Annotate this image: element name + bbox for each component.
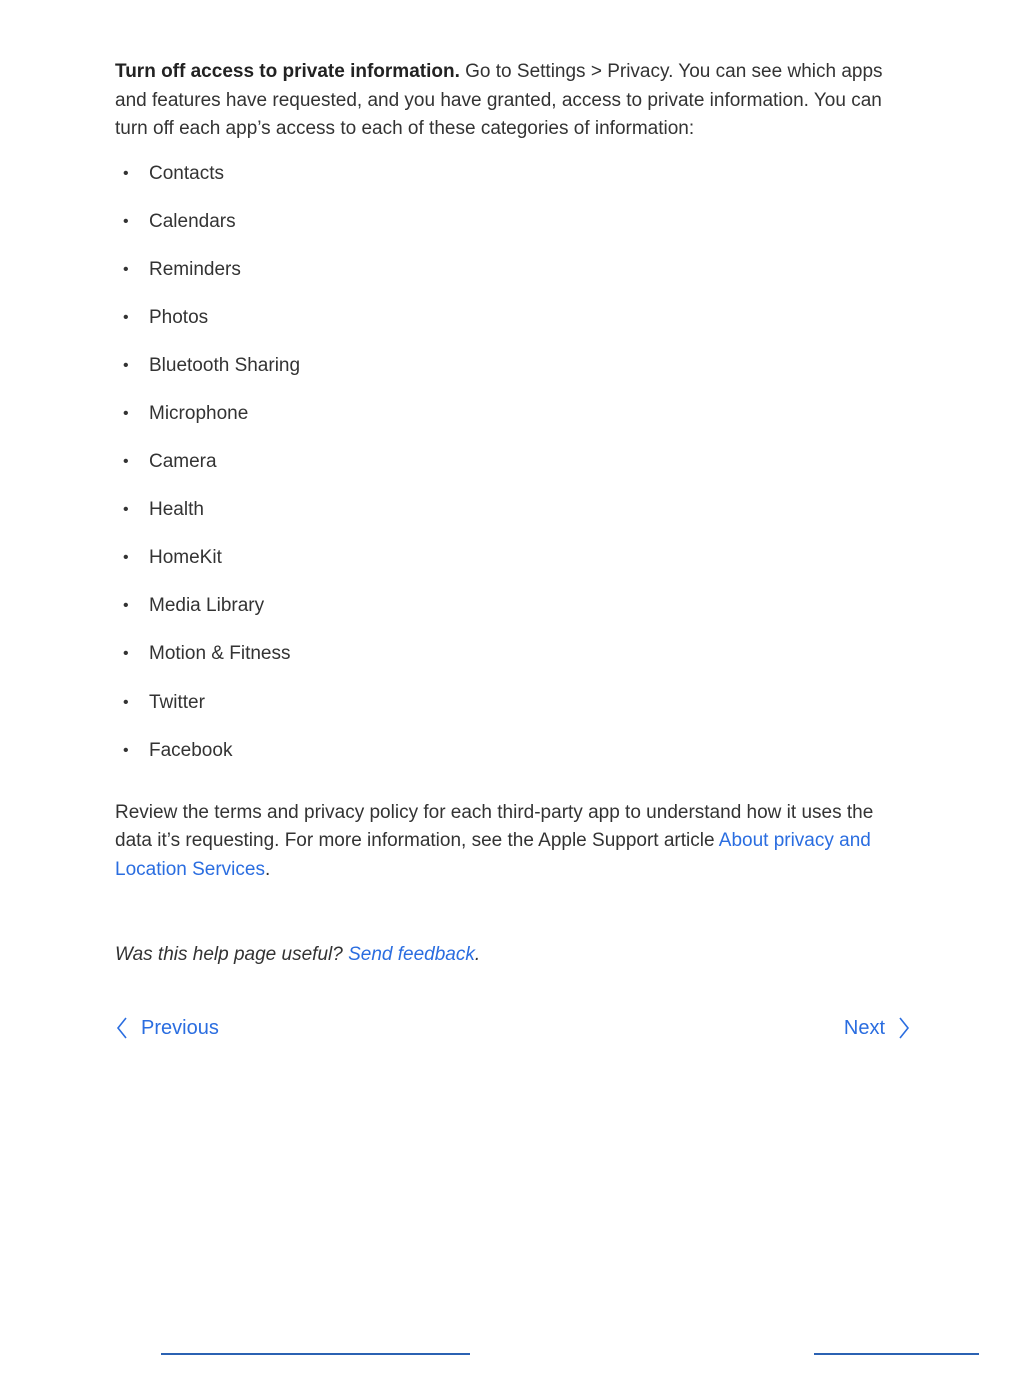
footer-divider-left	[161, 1353, 470, 1355]
previous-button[interactable]	[115, 1016, 219, 1040]
bullet-icon: •	[123, 212, 129, 230]
bullet-icon: •	[123, 645, 129, 663]
list-item	[115, 500, 915, 548]
list-item-label: Bluetooth Sharing	[149, 354, 301, 376]
list-item	[115, 548, 915, 596]
bullet-icon: •	[123, 164, 129, 182]
feedback-end: .	[474, 944, 481, 966]
list-item	[115, 308, 915, 356]
help-content	[115, 58, 915, 970]
intro-text: Go to Settings > Privacy. You can see which apps and features have requested, and you have granted, access to private information. You can turn off each app’s access to each of these categories of information:	[115, 61, 883, 139]
bullet-icon: •	[123, 549, 129, 567]
bullet-icon: •	[123, 404, 129, 422]
send-feedback-link[interactable]: Send feedback	[348, 944, 475, 966]
review-text: Review the terms and privacy policy for each third-party app to understand how it uses the data it’s requesting. For more information, see the Apple Support article	[115, 801, 874, 852]
list-item-label: Reminders	[149, 258, 241, 280]
list-item-label: Photos	[149, 306, 209, 328]
list-item-label: HomeKit	[149, 547, 222, 569]
chevron-right-icon	[897, 1016, 911, 1040]
feedback-question: Was this help page useful?	[115, 944, 349, 966]
feedback-line	[115, 941, 915, 970]
list-item	[115, 452, 915, 500]
footer-divider-right	[814, 1353, 979, 1355]
list-item-label: Microphone	[149, 402, 249, 424]
bullet-icon: •	[123, 453, 129, 471]
intro-heading: Turn off access to private information.	[115, 61, 460, 82]
review-paragraph	[115, 799, 915, 885]
list-item	[115, 596, 915, 644]
bullet-icon: •	[123, 308, 129, 326]
bullet-icon: •	[123, 260, 129, 278]
list-item-label: Health	[149, 499, 204, 521]
list-item-label: Facebook	[149, 739, 233, 761]
page-navigation	[115, 1016, 911, 1046]
bullet-icon: •	[123, 741, 129, 759]
privacy-categories-list	[115, 164, 915, 789]
next-button[interactable]	[844, 1016, 911, 1040]
next-label: Next	[843, 1016, 885, 1039]
list-item-label: Camera	[149, 451, 217, 473]
list-item	[115, 693, 915, 741]
list-item-label: Twitter	[149, 691, 205, 713]
list-item	[115, 212, 915, 260]
list-item-label: Contacts	[149, 162, 224, 184]
list-item	[115, 644, 915, 692]
list-item-label: Calendars	[149, 210, 236, 232]
intro-paragraph	[115, 58, 915, 144]
bullet-icon: •	[123, 501, 129, 519]
chevron-left-icon	[115, 1016, 129, 1040]
review-end: .	[264, 858, 271, 880]
list-item	[115, 164, 915, 212]
previous-label: Previous	[141, 1016, 219, 1039]
about-privacy-link[interactable]: About privacy and Location Services	[115, 830, 871, 880]
list-item	[115, 260, 915, 308]
list-item-label: Media Library	[149, 595, 265, 617]
list-item	[115, 356, 915, 404]
bullet-icon: •	[123, 693, 129, 711]
list-item-label: Motion & Fitness	[149, 643, 291, 665]
bullet-icon: •	[123, 597, 129, 615]
bullet-icon: •	[123, 356, 129, 374]
list-item	[115, 741, 915, 789]
list-item	[115, 404, 915, 452]
